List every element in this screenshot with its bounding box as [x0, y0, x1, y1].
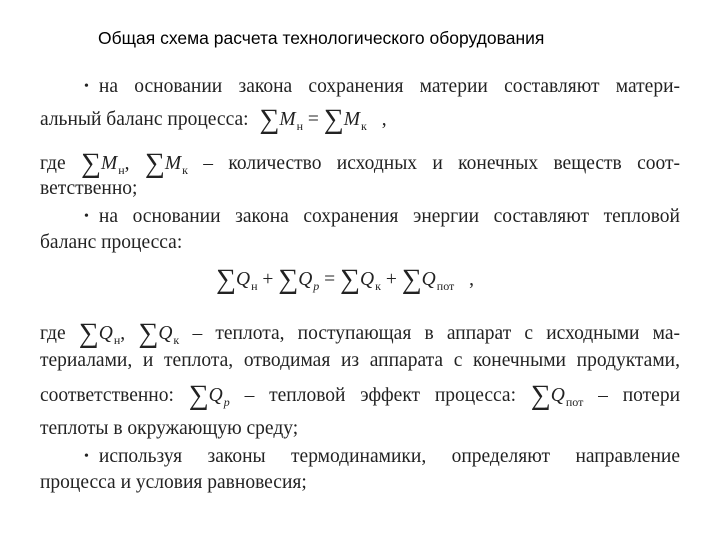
bullet-1-line-1: • на основании закона сохранения материи составляют матери- — [84, 76, 680, 97]
where-2-line-1: где $\sum Q_н$, $\sum Q_к$ – теплота, поступающая в аппарат с исходными ма- — [40, 318, 681, 349]
bullet-3-line-2: процесса и условия равновесия; — [40, 472, 307, 493]
where-2-line-4: теплоты в окружающую среду; — [40, 418, 299, 439]
bullet-3-line-1: • используя законы термодинамики, определяют направление — [84, 446, 680, 467]
where-2-line-2: териалами, и теплота, отводимая из аппарата с конечными продуктами, — [40, 350, 680, 371]
material-balance-formula: $\sum M_н = \sum M_к$ , — [259, 104, 387, 135]
bullet-2-line-2: баланс процесса: — [40, 232, 183, 253]
heat-balance-formula: $\sum Q_н + \sum Q_p = \sum Q_к + \sum Q_{пот}$ , — [216, 264, 475, 295]
bullet-icon: • — [84, 449, 89, 464]
where-1-line-1: где $\sum M_н$, $\sum M_к$ – количество исходных и конечных веществ соот- — [40, 148, 681, 179]
bullet-icon: • — [84, 79, 89, 94]
bullet-2-line-1: • на основании закона сохранения энергии составляют тепловой — [84, 206, 680, 227]
where-1-line-2: ветственно; — [40, 178, 138, 199]
slide-title: Общая схема расчета технологического оборудования — [98, 28, 545, 48]
bullet-icon: • — [84, 209, 89, 224]
bullet-1-line-2: альный баланс процесса: $\sum M_н = \sum M_к$ , — [40, 104, 387, 135]
where-2-line-3: соответственно: $\sum Q_p$ – тепловой эффект процесса: $\sum Q_{пот}$ – потери — [40, 380, 681, 411]
